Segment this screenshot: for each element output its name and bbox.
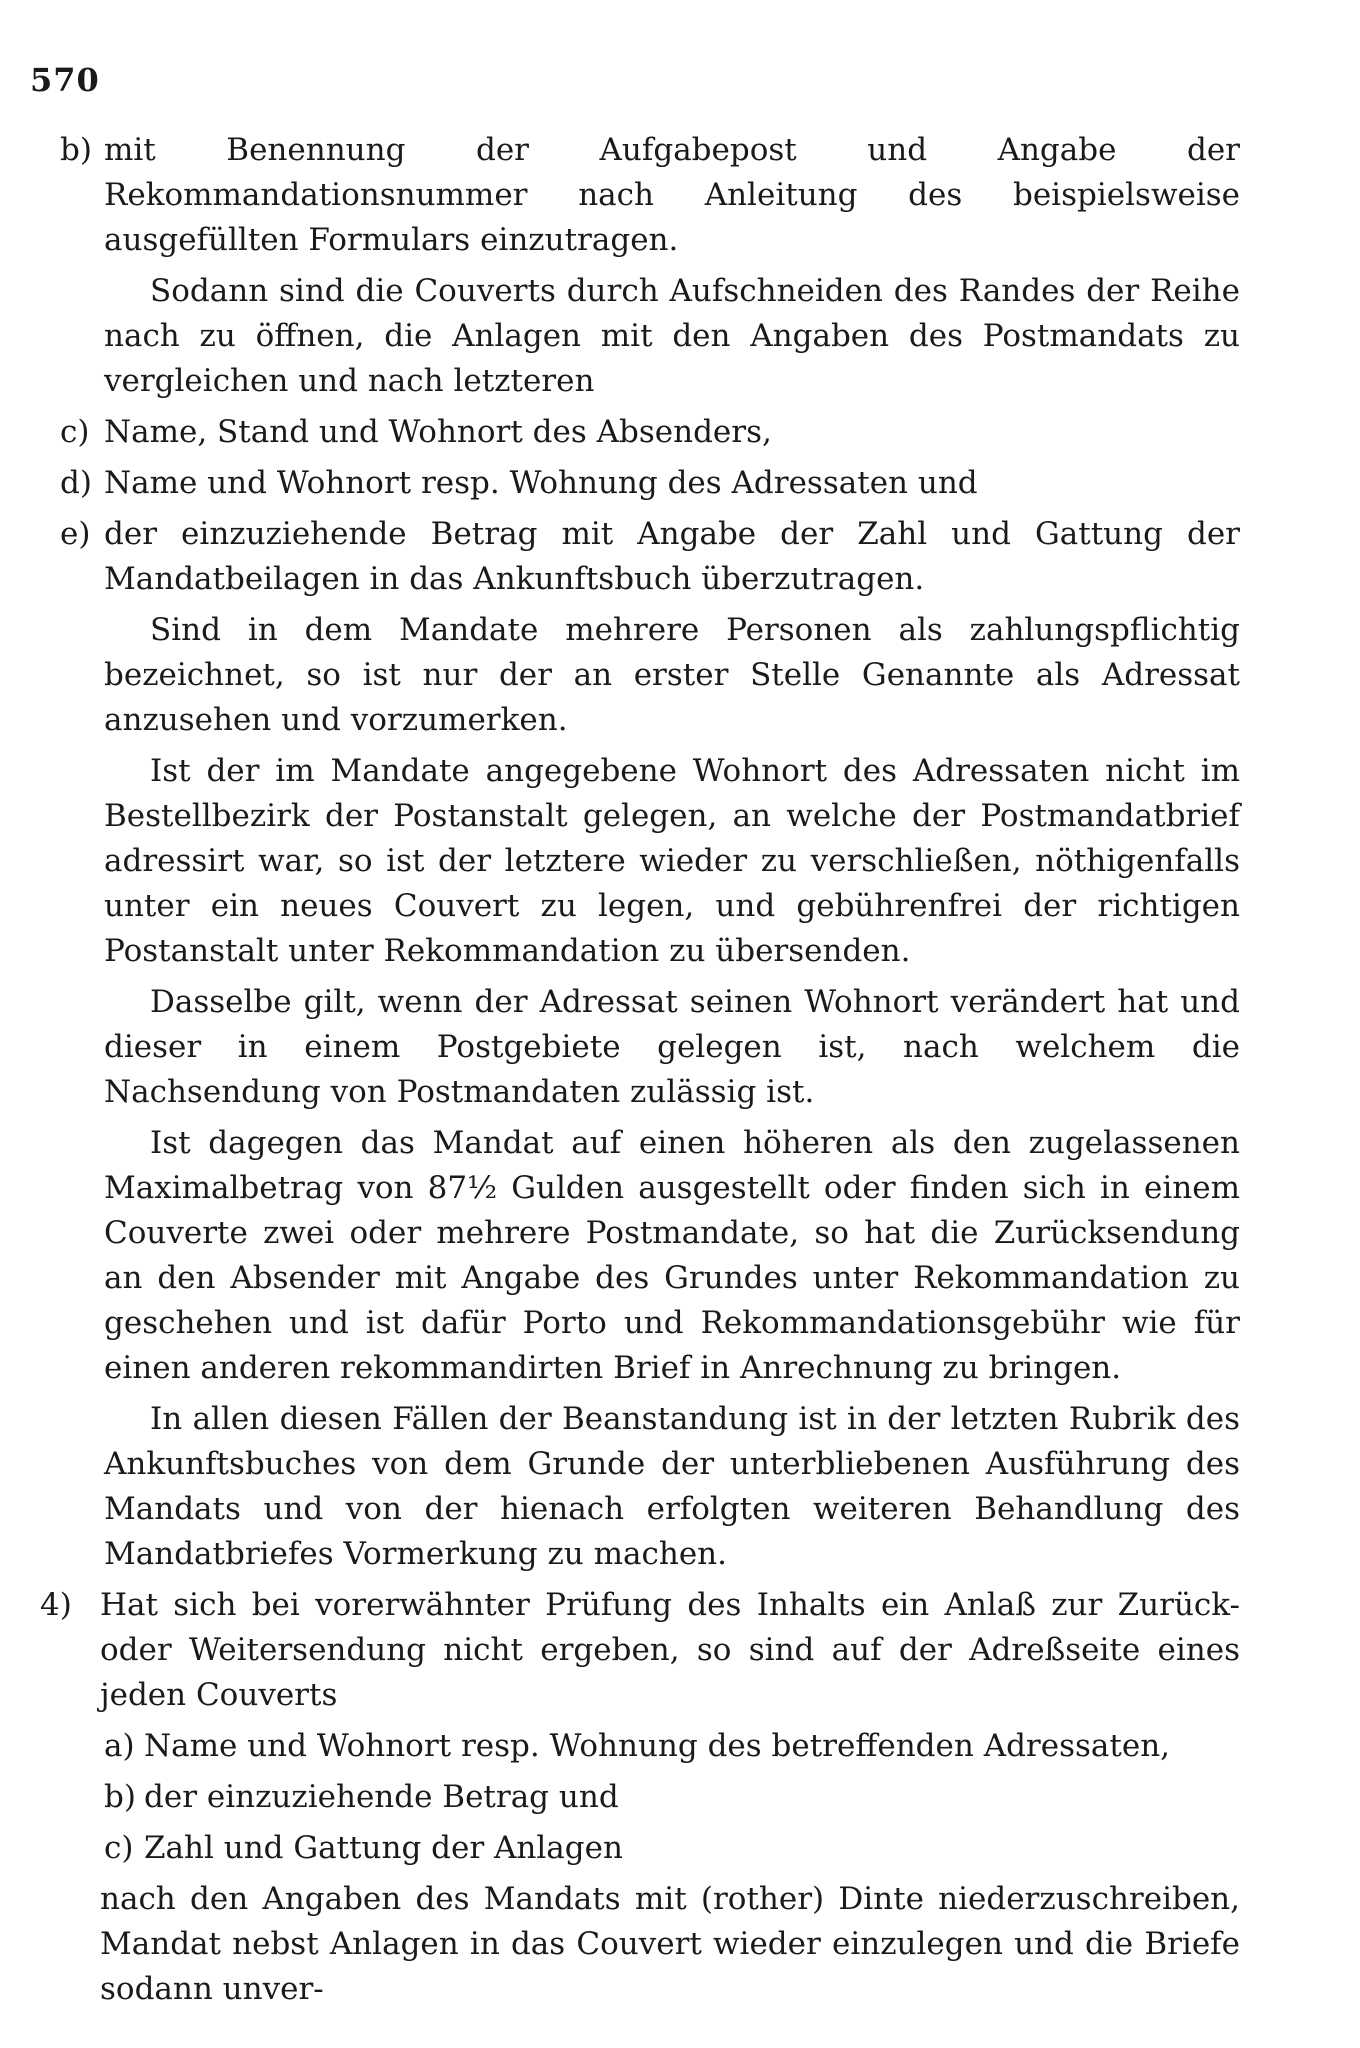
list-item-c xyxy=(40,410,1240,455)
page-number: 570 xyxy=(30,61,100,99)
list-item-c2 xyxy=(40,1826,1240,1871)
paragraph: nach den Angaben des Mandats mit (rother) Dinte niederzuschreiben, Mandat nebst Anlagen in das Couvert wieder einzulegen und die Briefe sodann unver- xyxy=(100,1881,1240,2007)
list-item-text: der einzuziehende Betrag mit Angabe der Zahl und Gattung der Mandatbeilagen in das Ankunftsbuch überzutragen. xyxy=(104,516,1240,597)
list-marker: d) xyxy=(60,465,92,501)
list-marker: 4) xyxy=(40,1587,72,1623)
list-marker: a) xyxy=(104,1728,135,1764)
list-marker: b) xyxy=(104,1779,136,1815)
list-item-b2 xyxy=(40,1775,1240,1820)
list-marker: b) xyxy=(60,132,92,168)
list-item-4 xyxy=(40,1583,1240,1718)
list-item-text: Hat sich bei vorerwähnter Prüfung des Inhalts ein Anlaß zur Zurück- oder Weitersendung nicht ergeben, so sind auf der Adreßseite eines jeden Couverts xyxy=(100,1587,1240,1713)
list-item-a xyxy=(40,1724,1240,1769)
body-text xyxy=(40,128,1240,2018)
list-item-text: Name und Wohnort resp. Wohnung des Adressaten und xyxy=(104,465,978,501)
list-item-text: der einzuziehende Betrag und xyxy=(144,1779,619,1815)
list-item-text: Name und Wohnort resp. Wohnung des betreffenden Adressaten, xyxy=(144,1728,1171,1764)
paragraph: Sind in dem Mandate mehrere Personen als zahlungspflichtig bezeichnet, so ist nur der an erster Stelle Genannte als Adressat anzusehen und vorzumerken. xyxy=(104,612,1240,738)
list-item-b xyxy=(40,128,1240,263)
paragraph: Dasselbe gilt, wenn der Adressat seinen Wohnort verändert hat und dieser in einem Postgebiete gelegen ist, nach welchem die Nachsendung von Postmandaten zulässig ist. xyxy=(104,984,1240,1110)
list-marker: c) xyxy=(60,414,90,450)
paragraph: Ist der im Mandate angegebene Wohnort des Adressaten nicht im Bestellbezirk der Postanstalt gelegen, an welche der Postmandatbrief adressirt war, so ist der letztere wieder zu verschließen, nöthigenfalls unter ein neues Couvert zu legen, und gebührenfrei der richtigen Postanstalt unter Rekommandation zu übersenden. xyxy=(104,753,1240,969)
paragraph: Sodann sind die Couverts durch Aufschneiden des Randes der Reihe nach zu öffnen, die Anlagen mit den Angaben des Postmandats zu vergleichen und nach letzteren xyxy=(104,273,1240,399)
list-marker: c) xyxy=(104,1830,134,1866)
list-item-d xyxy=(40,461,1240,506)
list-item-text: mit Benennung der Aufgabepost und Angabe der Rekommandationsnummer nach Anleitung des beispielsweise ausgefüllten Formulars einzutragen. xyxy=(104,132,1240,258)
paragraph: Ist dagegen das Mandat auf einen höheren als den zugelassenen Maximalbetrag von 87½ Gulden ausgestellt oder finden sich in einem Couverte zwei oder mehrere Postmandate, so hat die Zurücksendung an den Absender mit Angabe des Grundes unter Rekommandation zu geschehen und ist dafür Porto und Rekommandationsgebühr wie für einen anderen rekommandirten Brief in Anrechnung zu bringen. xyxy=(104,1125,1240,1386)
list-marker: e) xyxy=(60,516,91,552)
paragraph: In allen diesen Fällen der Beanstandung ist in der letzten Rubrik des Ankunftsbuches von dem Grunde der unterbliebenen Ausführung des Mandats und von der hienach erfolgten weiteren Behandlung des Mandatbriefes Vormerkung zu machen. xyxy=(104,1401,1240,1572)
list-item-e xyxy=(40,512,1240,602)
list-item-text: Name, Stand und Wohnort des Absenders, xyxy=(104,414,772,450)
list-item-text: Zahl und Gattung der Anlagen xyxy=(144,1830,623,1866)
